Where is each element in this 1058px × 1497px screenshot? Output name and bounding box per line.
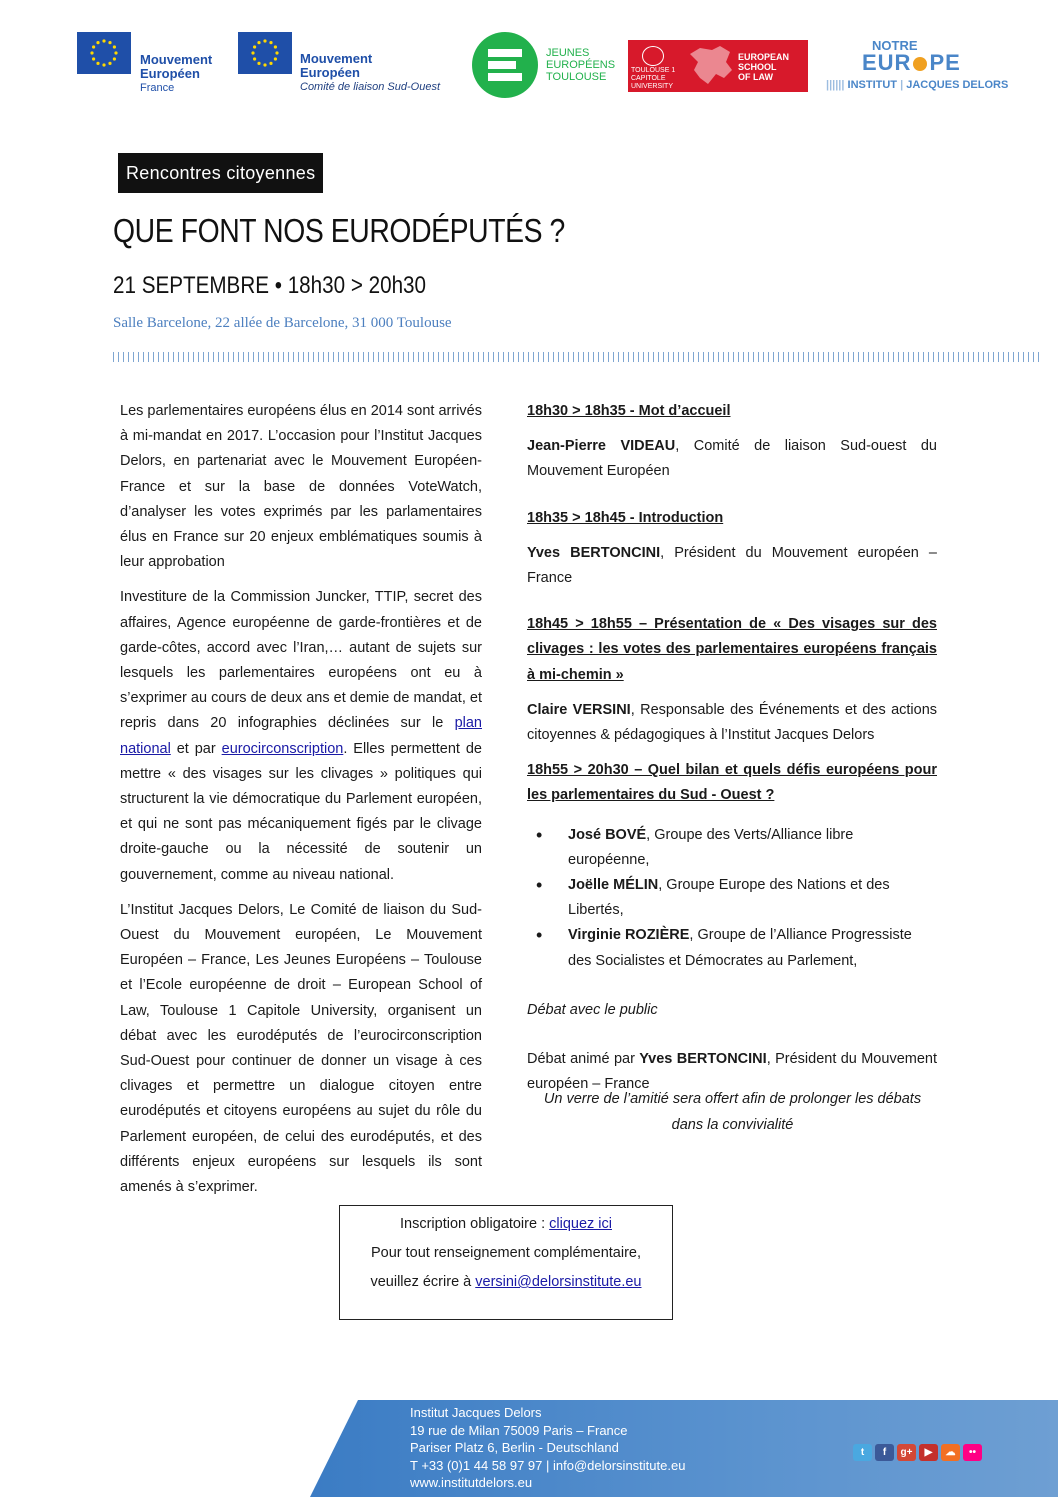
- speaker-group: , Groupe de l’Alliance Progressiste des Socialistes et Démocrates au Parlement,: [568, 927, 912, 969]
- paragraph-2-text-a: Investiture de la Commission Juncker, TTIP, secret des affaires, Agence européenne de garde-frontières et de garde-côtes, accord avec l’Iran,… autant de sujets sur lesquels les parlementaires européens ont eu à s’exprimer au cours de deux ans et demie de mandat, et repris dans 20 infographies déclinées sur le: [120, 589, 482, 732]
- logo1-line3: France: [140, 82, 175, 94]
- logo4-right1: EUROPEAN: [738, 52, 790, 62]
- europe-map-icon: [686, 44, 736, 88]
- speaker-name: Virginie ROZIÈRE: [568, 927, 690, 944]
- logo2-line2: Européen: [300, 65, 360, 80]
- google-plus-icon[interactable]: g+: [897, 1444, 916, 1461]
- moderator-role: , Président du Mouvement européen – France: [527, 1051, 937, 1093]
- registration-label: Inscription obligatoire :: [400, 1216, 550, 1232]
- section-3-speaker: [527, 698, 937, 748]
- footer-line-5: www.institutdelors.eu: [410, 1475, 533, 1490]
- contact-label: Pour tout renseignement complémentaire, veuillez écrire à: [370, 1245, 641, 1290]
- section-2-speaker: [527, 541, 937, 591]
- description-paragraph-3: L’Institut Jacques Delors, Le Comité de liaison du Sud-Ouest du Mouvement européen, Le Mouvement Européen – France, Les Jeunes Européens – Toulouse et l’Ecole européenne de droit – European School of Law, Toulouse 1 Capitole University, organisent un débat avec les eurodéputés de l’eurocirconscription Sud-Ouest pour continuer de donner un visage à ces clivages et permettre un dialogue citoyen entre eurodéputés et citoyens européens au sujet du rôle du Parlement européen, de celui des eurodéputés, et des différents enjeux européens sur lesquels ils sont amenés à s’exprimer.: [120, 901, 482, 1196]
- plan-national-link[interactable]: plan national: [120, 715, 482, 757]
- page-title: QUE FONT NOS EURODÉPUTÉS ?: [113, 212, 565, 249]
- footer-line-3: Pariser Platz 6, Berlin - Deutschland: [410, 1440, 619, 1455]
- logo5-line2b: PE: [929, 50, 961, 75]
- logo3-line3: TOULOUSE: [546, 71, 607, 83]
- description-paragraph-1: Les parlementaires européens élus en 2014 sont arrivés à mi-mandat en 2017. L’occasion pour l’Institut Jacques Delors, en partenariat avec le Mouvement Européen-France et sur la base de données VoteWatch, d’analyser les votes exprimés par les parlamentaires élus en France sur 20 enjeux emblématiques soumis à leur approbation: [120, 403, 482, 571]
- debate-note: Débat avec le public: [527, 1001, 658, 1018]
- logo1-line1: Mouvement: [140, 52, 213, 67]
- moderator-name: Yves BERTONCINI: [639, 1051, 767, 1068]
- logo4-left2: CAPITOLE: [631, 75, 666, 82]
- program-column: [527, 399, 937, 1097]
- section-1-heading: 18h30 > 18h35 - Mot d’accueil: [527, 403, 731, 419]
- logo2-line3: Comité de liaison Sud-Ouest: [300, 81, 441, 93]
- university-seal-icon: [642, 46, 664, 66]
- paragraph-2-text-b: et par: [170, 740, 222, 757]
- footer-line-2: 19 rue de Milan 75009 Paris – France: [410, 1422, 628, 1438]
- section-1-speaker: [527, 434, 937, 484]
- speaker-name: Joëlle MÉLIN: [568, 877, 659, 894]
- registration-line: [340, 1210, 672, 1239]
- paragraph-2-text-c: . Elles permettent de mettre « des visages sur les clivages » politiques qui structurent la vie démocratique du Parlement européen, et qui ne sont pas mécaniquement figés par le clivage droite-gauche ou la nécessité de soutenir un gouvernement, comme au niveau national.: [120, 740, 482, 883]
- list-item: [527, 823, 937, 873]
- event-date: 21 SEPTEMBRE • 18h30 > 20h30: [113, 272, 427, 299]
- logo5-line4: JACQUES DELORS: [906, 79, 1009, 91]
- jeunes-europeens-icon: [472, 32, 538, 98]
- footer-line-4: T +33 (0)1 44 58 97 97 | info@delorsinstitute.eu: [410, 1457, 686, 1473]
- logo5-line2: EUR: [862, 50, 912, 75]
- moderator-prefix: Débat animé par: [527, 1051, 640, 1068]
- logo3-line2: EUROPÉENS: [546, 59, 616, 71]
- twitter-icon[interactable]: t: [853, 1444, 872, 1461]
- description-column: [120, 399, 482, 1200]
- registration-box: [339, 1205, 673, 1320]
- logo4-left3: UNIVERSITY: [631, 83, 674, 90]
- logo2-line1: Mouvement: [300, 51, 373, 66]
- logo1-line2: Européen: [140, 66, 200, 81]
- speaker-name: Jean-Pierre VIDEAU: [527, 438, 676, 455]
- closing-note: Un verre de l’amitié sera offert afin de prolonger les débats dans la convivialité: [543, 1091, 922, 1133]
- speaker-name: José BOVÉ: [568, 826, 647, 843]
- logo5-line1: NOTRE: [872, 38, 918, 53]
- logo4-left1: TOULOUSE 1: [631, 67, 676, 74]
- logo5-line3: INSTITUT: [847, 79, 898, 91]
- eu-flag-icon: [77, 32, 131, 74]
- speaker-group: , Groupe Europe des Nations et des Libertés,: [568, 877, 890, 919]
- section-4-heading: 18h55 > 20h30 – Quel bilan et quels défis européens pour les parlementaires du Sud - Ouest ?: [527, 762, 937, 804]
- flame-icon: [913, 57, 927, 71]
- event-venue: Salle Barcelone, 22 allée de Barcelone, 31 000 Toulouse: [113, 315, 452, 331]
- eurocirconscription-link[interactable]: eurocirconscription: [221, 740, 344, 757]
- footer: [310, 1400, 1058, 1497]
- footer-address: [410, 1404, 685, 1492]
- soundcloud-icon[interactable]: ☁: [941, 1444, 960, 1461]
- speaker-name: Claire VERSINI: [527, 701, 631, 718]
- speaker-list: [527, 823, 937, 974]
- facebook-icon[interactable]: f: [875, 1444, 894, 1461]
- category-tag: Rencontres citoyennes: [118, 153, 323, 193]
- list-item: [527, 923, 937, 973]
- flickr-icon[interactable]: ••: [963, 1444, 982, 1461]
- youtube-icon[interactable]: ▶: [919, 1444, 938, 1461]
- eu-flag-icon: [238, 32, 292, 74]
- logo4-right2: SCHOOL: [738, 62, 777, 72]
- description-paragraph-2: [120, 585, 482, 887]
- register-link[interactable]: cliquez ici: [549, 1216, 612, 1232]
- decorative-ruler: [113, 352, 1043, 362]
- list-item: [527, 873, 937, 923]
- section-2-heading: 18h35 > 18h45 - Introduction: [527, 509, 724, 526]
- speaker-group: , Groupe des Verts/Alliance libre européenne,: [568, 826, 854, 868]
- social-icons: [853, 1444, 982, 1461]
- logo3-line1: JEUNES: [546, 47, 590, 59]
- speaker-role: , Président du Mouvement européen – France: [527, 544, 937, 587]
- footer-line-1: Institut Jacques Delors: [410, 1405, 542, 1420]
- speaker-role: , Responsable des Événements et des actions citoyennes & pédagogiques à l’Institut Jacques Delors: [527, 701, 938, 744]
- section-3-heading: 18h45 > 18h55 – Présentation de « Des visages sur des clivages : les votes des parlementaires européens français à mi-chemin »: [527, 616, 937, 683]
- logo4-right3: OF LAW: [738, 72, 773, 82]
- speaker-name: Yves BERTONCINI: [527, 544, 661, 561]
- speaker-role: , Comité de liaison Sud-ouest du Mouvement Européen: [527, 438, 937, 480]
- contact-line: [340, 1239, 672, 1297]
- email-link[interactable]: versini@delorsinstitute.eu: [475, 1274, 642, 1290]
